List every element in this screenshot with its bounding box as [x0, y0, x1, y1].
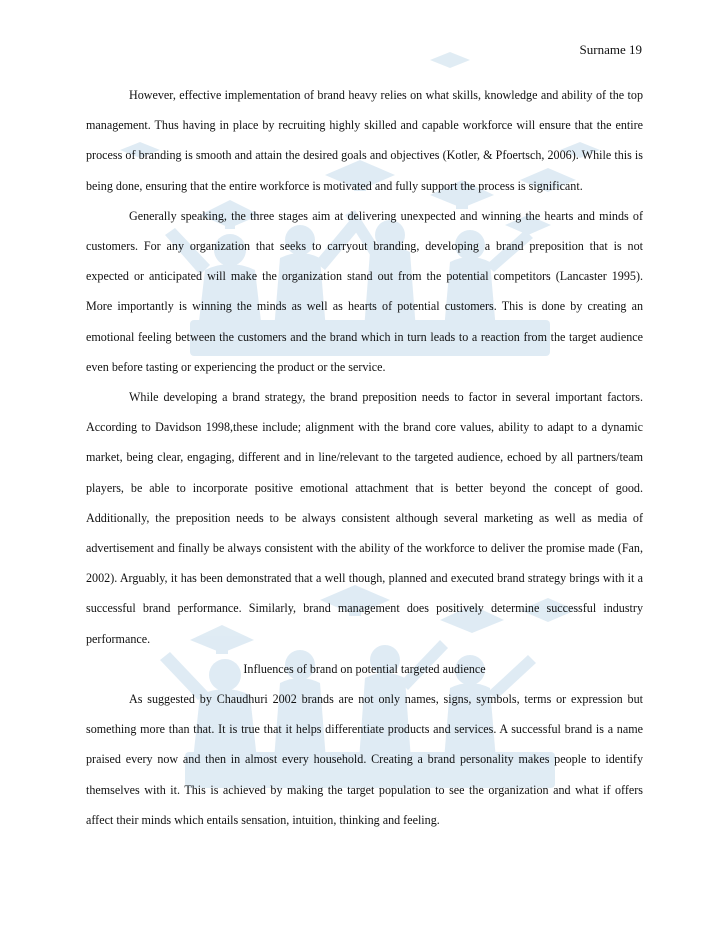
paragraph-2: Generally speaking, the three stages aim at delivering unexpected and winning the hearts and minds of customers. For any organization that seeks to carryout branding, developing a brand preposition that is not expected or anticipated will make the organization stand out from the potential competitors (Lancaster 1995). More importantly is winning the minds as well as hearts of potential customers. This is done by creating an emotional feeling between the customers and the brand which in turn leads to a reaction from the target audience even before tasting or experiencing the product or the service. [86, 208, 643, 374]
paragraph-3: While developing a brand strategy, the brand preposition needs to factor in several important factors. According to Davidson 1998,these include; alignment with the brand core values, ability to adapt to a dynamic market, being clear, engaging, different and in line/relevant to the targeted audience, echoed by all partners/team players, be able to incorporate positive emotional attachment that is better beyond the concept of good. Additionally, the preposition needs to be always consistent although several marketing as well as media of advertisement and finally be always consistent with the ability of the workforce to deliver the promise made (Fan, 2002). Arguably, it has been demonstrated that a well though, planned and executed brand strategy brings with it a successful brand performance. Similarly, brand management does positively determine successful industry performance. [86, 390, 643, 646]
section-heading: Influences of brand on potential targeted audience [243, 661, 486, 676]
document-body [86, 80, 643, 835]
paragraph-1: However, effective implementation of brand heavy relies on what skills, knowledge and ability of the top management. Thus having in place by recruiting highly skilled and capable workforce will ensure that the entire process of branding is smooth and attain the desired goals and objectives (Kotler, & Pfoertsch, 2006). While this is being done, ensuring that the entire workforce is motivated and fully support the process is significant. [86, 88, 643, 193]
running-head: Surname 19 [579, 42, 642, 57]
paragraph-4: As suggested by Chaudhuri 2002 brands are not only names, signs, symbols, terms or expression but something more than that. It is true that it helps differentiate products and services. A successful brand is a name praised every now and then in almost every household. Creating a brand personality makes people to identify themselves with it. This is achieved by making the target population to see the organization and what if offers affect their minds which entails sensation, intuition, thinking and feeling. [86, 692, 643, 827]
